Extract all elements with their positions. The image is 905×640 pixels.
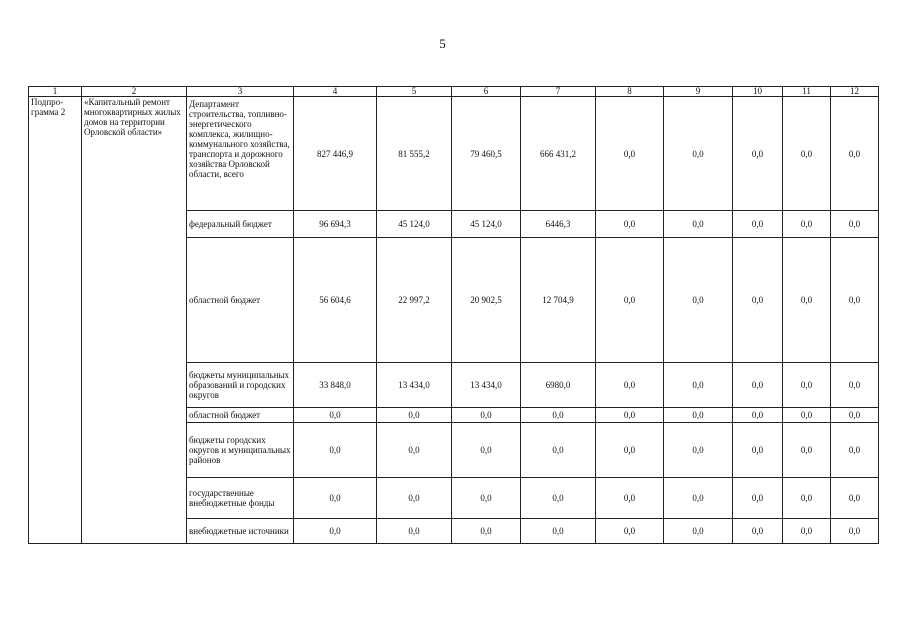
table-cell: 0,0 — [452, 519, 521, 544]
program-name-cell: «Капитальный ремонт многоквартирных жилых домов на территории Орловской области» — [82, 97, 187, 544]
column-header: 6 — [452, 87, 521, 97]
table-row — [29, 97, 879, 211]
column-header: 4 — [294, 87, 377, 97]
table-cell: 0,0 — [664, 423, 733, 478]
subprogram-cell: Подпро-грамма 2 — [29, 97, 82, 544]
table-cell: 0,0 — [452, 408, 521, 423]
column-header: 7 — [521, 87, 596, 97]
row-label: федеральный бюджет — [187, 211, 294, 238]
table-cell: 0,0 — [733, 408, 783, 423]
table-cell: 0,0 — [596, 478, 664, 519]
column-number-row — [29, 87, 879, 97]
row-label: бюджеты муниципальных образований и городских округов — [187, 363, 294, 408]
table-cell: 0,0 — [596, 363, 664, 408]
table-cell: 0,0 — [733, 211, 783, 238]
table-cell: 0,0 — [783, 408, 831, 423]
table-cell: 0,0 — [783, 238, 831, 363]
table-cell: 0,0 — [521, 478, 596, 519]
table-cell: 0,0 — [664, 363, 733, 408]
column-header: 9 — [664, 87, 733, 97]
table-cell: 0,0 — [377, 478, 452, 519]
table-cell: 0,0 — [294, 478, 377, 519]
table-cell: 0,0 — [294, 423, 377, 478]
table-cell: 0,0 — [783, 478, 831, 519]
table-cell: 0,0 — [596, 519, 664, 544]
table-cell: 0,0 — [664, 211, 733, 238]
table-cell: 0,0 — [831, 423, 879, 478]
table-cell: 0,0 — [783, 97, 831, 211]
column-header: 10 — [733, 87, 783, 97]
table-cell: 79 460,5 — [452, 97, 521, 211]
table-cell: 0,0 — [596, 238, 664, 363]
table-cell: 0,0 — [664, 519, 733, 544]
table-cell: 0,0 — [452, 478, 521, 519]
table-cell: 45 124,0 — [377, 211, 452, 238]
budget-table — [28, 86, 879, 544]
table-cell: 666 431,2 — [521, 97, 596, 211]
table-cell: 0,0 — [733, 519, 783, 544]
table-cell: 0,0 — [733, 478, 783, 519]
row-label: областной бюджет — [187, 408, 294, 423]
table-cell: 33 848,0 — [294, 363, 377, 408]
table-cell: 13 434,0 — [377, 363, 452, 408]
table-cell: 0,0 — [521, 423, 596, 478]
table-cell: 0,0 — [294, 408, 377, 423]
table-cell: 0,0 — [596, 408, 664, 423]
table-cell: 0,0 — [452, 423, 521, 478]
table-cell: 0,0 — [596, 423, 664, 478]
table-cell: 0,0 — [664, 408, 733, 423]
table-cell: 6980,0 — [521, 363, 596, 408]
table-cell: 0,0 — [831, 408, 879, 423]
table-cell: 0,0 — [377, 408, 452, 423]
table-cell: 0,0 — [294, 519, 377, 544]
table-cell: 0,0 — [783, 423, 831, 478]
column-header: 12 — [831, 87, 879, 97]
table-cell: 20 902,5 — [452, 238, 521, 363]
table-cell: 0,0 — [733, 423, 783, 478]
column-header: 8 — [596, 87, 664, 97]
table-cell: 45 124,0 — [452, 211, 521, 238]
table-cell: 0,0 — [831, 363, 879, 408]
column-header: 1 — [29, 87, 82, 97]
table-cell: 6446,3 — [521, 211, 596, 238]
table-cell: 0,0 — [783, 519, 831, 544]
row-label: бюджеты городских округов и муниципальных районов — [187, 423, 294, 478]
table-cell: 96 694,3 — [294, 211, 377, 238]
table-cell: 81 555,2 — [377, 97, 452, 211]
table-cell: 0,0 — [377, 519, 452, 544]
table-cell: 0,0 — [733, 363, 783, 408]
column-header: 2 — [82, 87, 187, 97]
table-cell: 13 434,0 — [452, 363, 521, 408]
table-cell: 0,0 — [783, 363, 831, 408]
table-cell: 56 604,6 — [294, 238, 377, 363]
table-cell: 0,0 — [664, 478, 733, 519]
column-header: 5 — [377, 87, 452, 97]
table-cell: 0,0 — [664, 97, 733, 211]
table-cell: 0,0 — [831, 478, 879, 519]
row-label: государственные внебюджетные фонды — [187, 478, 294, 519]
table-cell: 0,0 — [783, 211, 831, 238]
table-cell: 0,0 — [831, 97, 879, 211]
row-label: областной бюджет — [187, 238, 294, 363]
table-cell: 22 997,2 — [377, 238, 452, 363]
table-cell: 0,0 — [596, 97, 664, 211]
row-label: Департамент строительства, топливно-энергетического комплекса, жилищно-коммунального хозяйства, транспорта и дорожного хозяйства Орловской области, всего — [187, 97, 294, 211]
table-cell: 12 704,9 — [521, 238, 596, 363]
table-cell: 0,0 — [733, 97, 783, 211]
column-header: 11 — [783, 87, 831, 97]
table-cell: 0,0 — [664, 238, 733, 363]
table-cell: 0,0 — [831, 211, 879, 238]
table-cell: 0,0 — [521, 519, 596, 544]
table-cell: 827 446,9 — [294, 97, 377, 211]
row-label: внебюджетные источники — [187, 519, 294, 544]
column-header: 3 — [187, 87, 294, 97]
page-number: 5 — [439, 36, 446, 51]
table-cell: 0,0 — [521, 408, 596, 423]
table-cell: 0,0 — [831, 519, 879, 544]
table-cell: 0,0 — [377, 423, 452, 478]
table-cell: 0,0 — [596, 211, 664, 238]
table-cell: 0,0 — [831, 238, 879, 363]
table-cell: 0,0 — [733, 238, 783, 363]
